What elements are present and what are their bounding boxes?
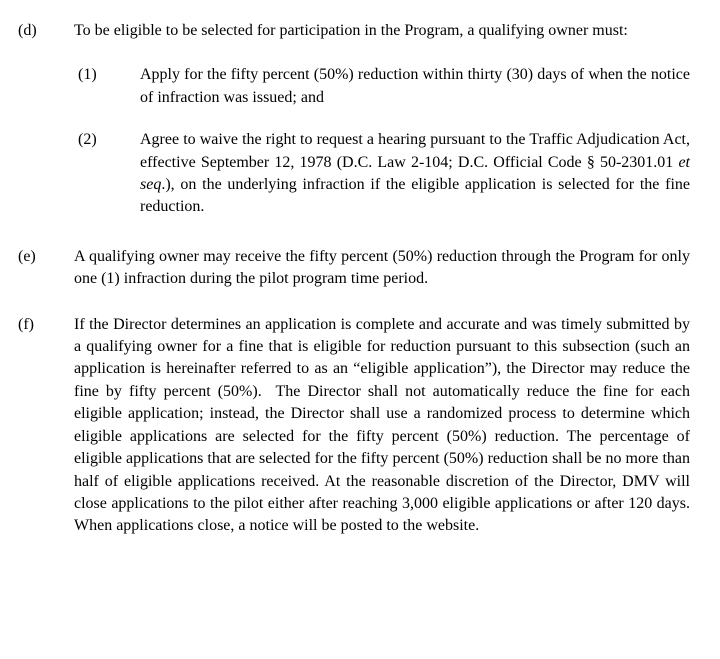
section-f-text: If the Director determines an application is complete and accurate and was timely submitted by a qualifying owner for a fine that is eligible for reduction pursuant to this subsection (such an application is hereinafter referred to as an “eligible application”), the Director may reduce the fine by fifty percent (50%). The Director shall not automatically reduce the fine for each eligible application; instead, the Director shall use a randomized process to determine which eligible applications are selected for the fifty percent (50%) reduction. The percentage of eligible applications that are selected for the fifty percent (50%) reduction shall be no more than half of eligible applications received. At the reasonable discretion of the Director, DMV will close applications to the pilot either after reaching 3,000 eligible applications or after 120 days. When applications close, a notice will be posted to the website. xyxy=(74,315,690,535)
section-e-label: (e) xyxy=(18,247,36,265)
section-d-item-1 xyxy=(0,64,720,109)
section-d-item-2-text-after: .), on the underlying infraction if the eligible application is selected for the fine reduction. xyxy=(140,176,690,216)
section-d-text: To be eligible to be selected for participation in the Program, a qualifying owner must: xyxy=(74,22,628,39)
section-d-item-2-text-before: Agree to waive the right to request a hearing pursuant to the Traffic Adjudication Act, effective September 12, 1978 (D.C. Law 2-104; D.C. Official Code § 50-2301.01 xyxy=(140,131,690,171)
section-e xyxy=(0,246,720,291)
section-d-item-2 xyxy=(0,129,720,219)
section-d-item-2-latin-phrase: et seq xyxy=(140,153,690,194)
section-d-item-2-text xyxy=(140,129,690,219)
section-e-text: A qualifying owner may receive the fifty percent (50%) reduction through the Program for only one (1) infraction during the pilot program time period. xyxy=(74,247,690,288)
section-d-item-1-text: Apply for the fifty percent (50%) reduction within thirty (30) days of when the notice of infraction was issued; and xyxy=(140,66,690,106)
section-d xyxy=(0,20,720,42)
section-d-item-1-label: (1) xyxy=(78,66,97,84)
section-d-label: (d) xyxy=(18,22,37,39)
section-f-label: (f) xyxy=(18,315,34,333)
section-d-item-2-label: (2) xyxy=(78,131,97,149)
section-f xyxy=(0,314,720,538)
